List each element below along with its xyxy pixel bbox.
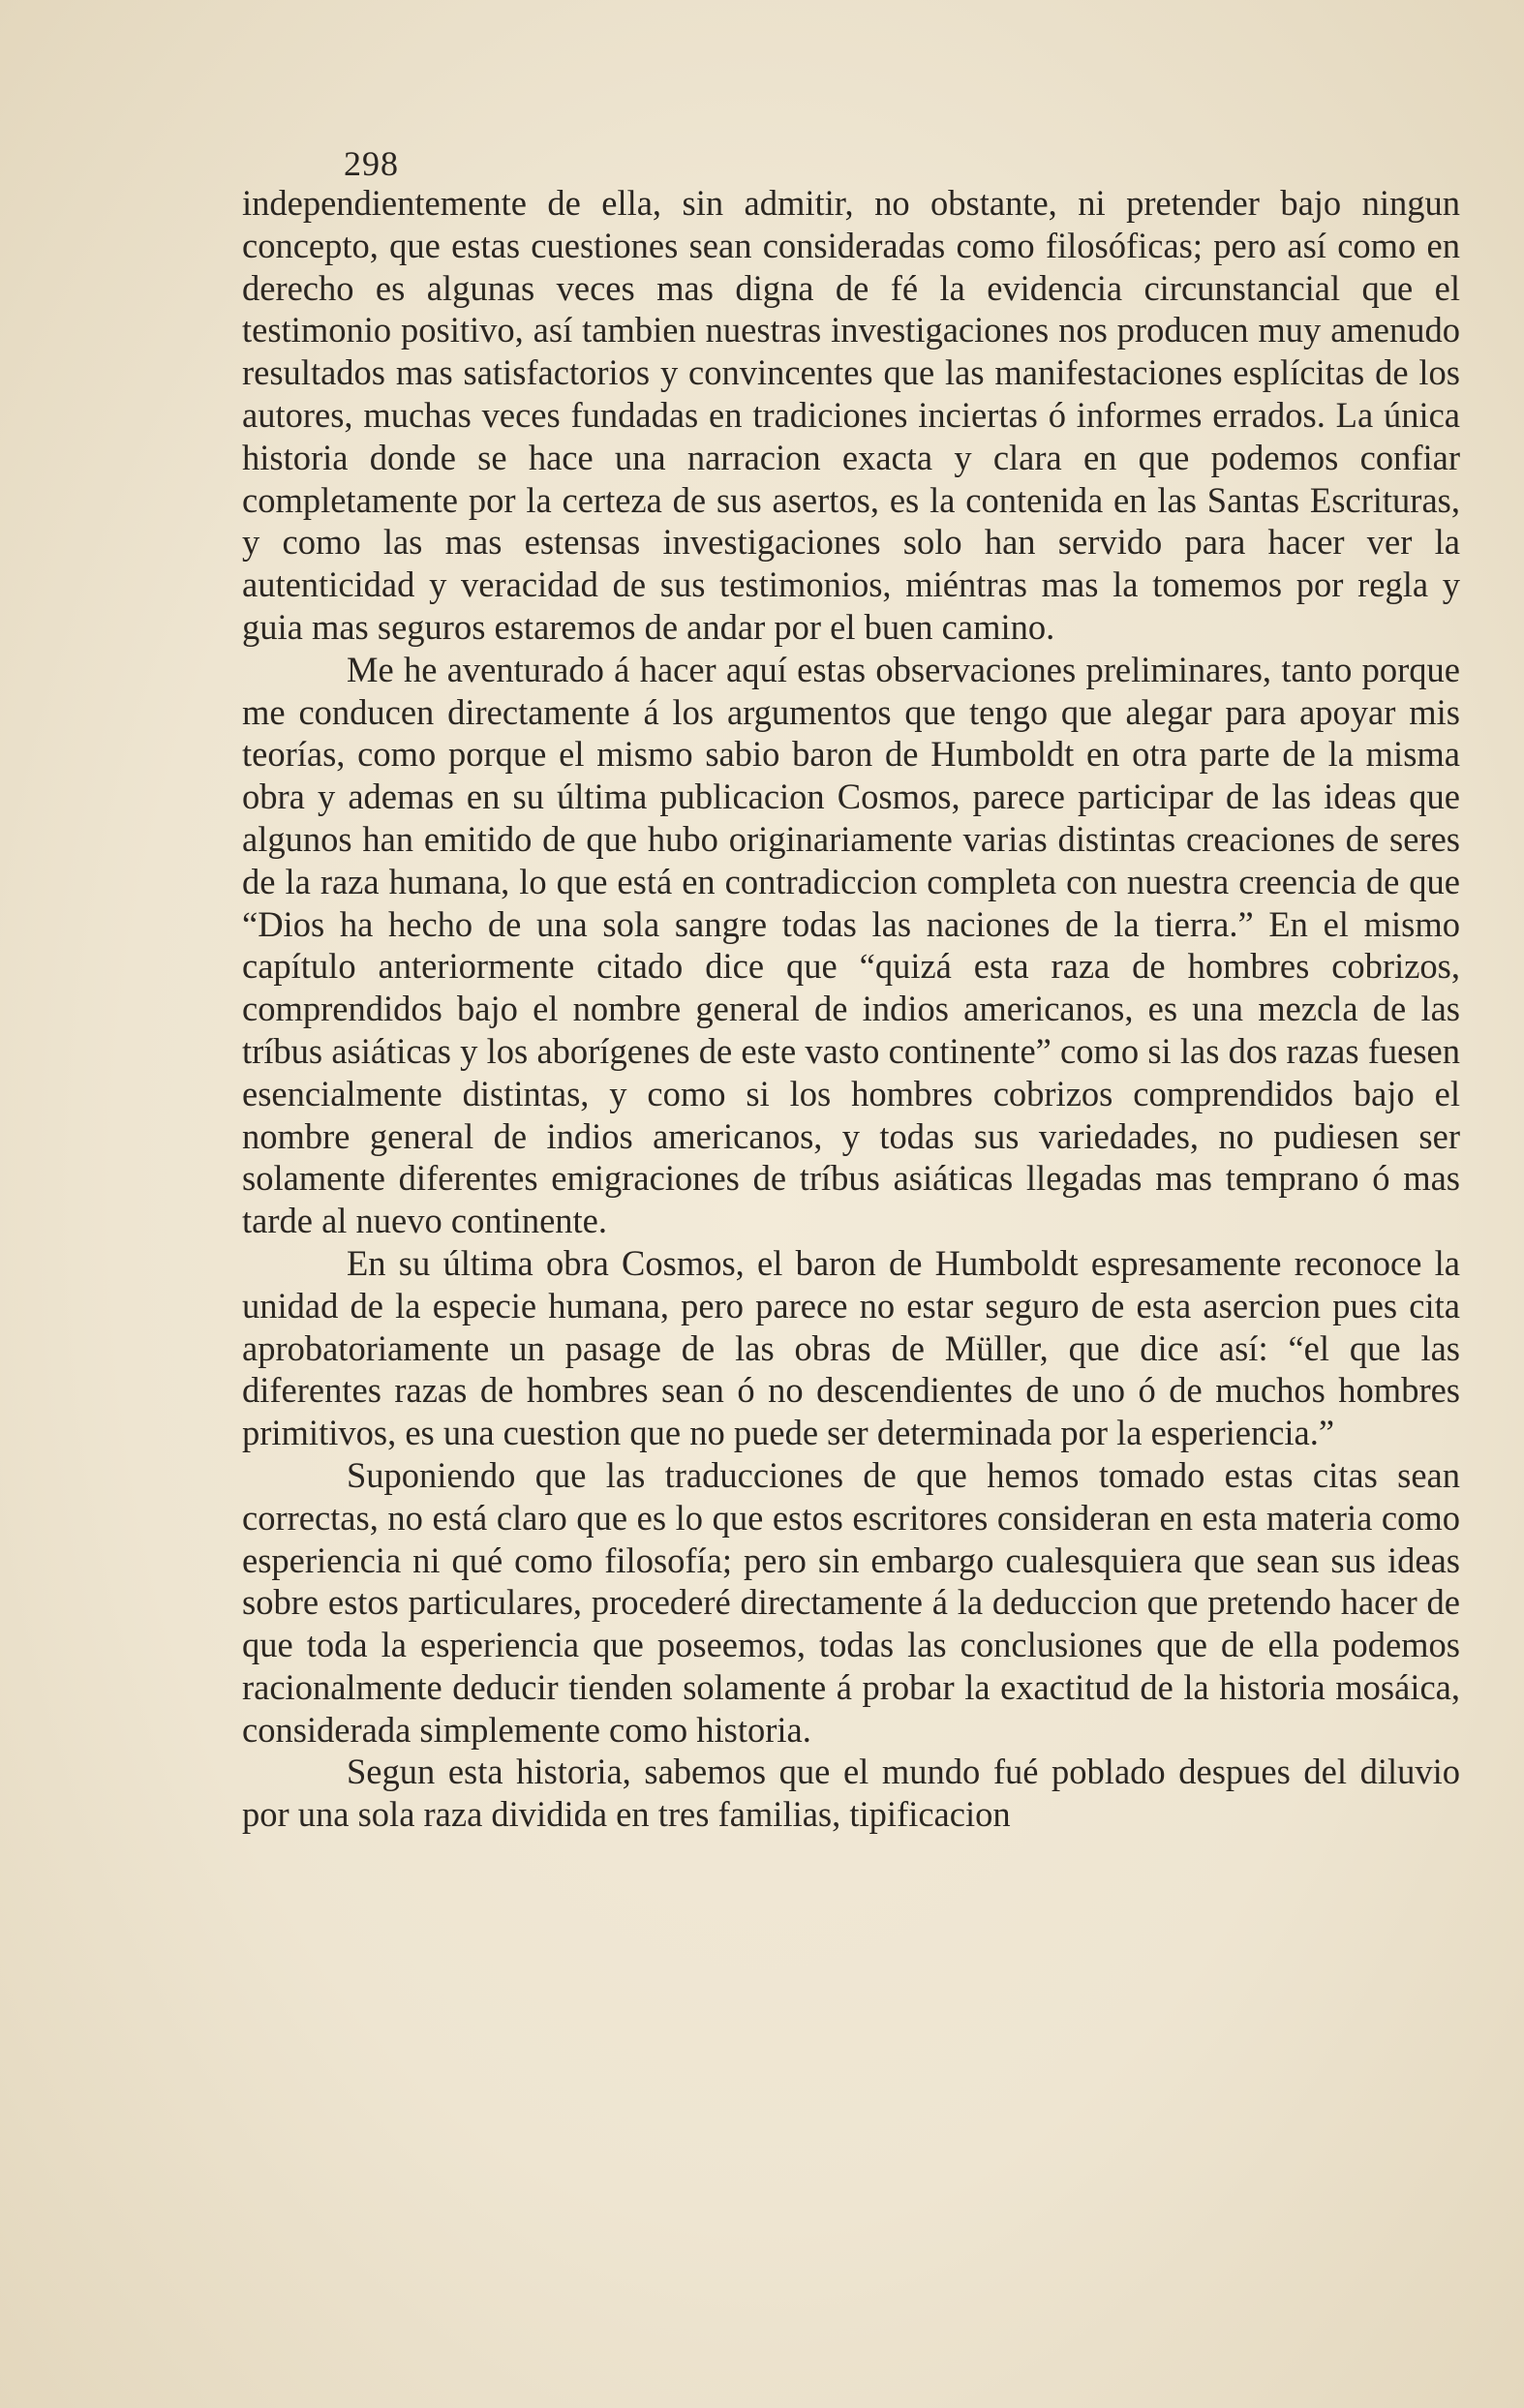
paragraph-5: Segun esta historia, sabemos que el mundo fué poblado despues del diluvio por una sola raza dividida en tres familias, tipificacion xyxy=(242,1752,1460,1835)
paragraph-2: Me he aventurado á hacer aquí estas observaciones preliminares, tanto porque me conducen directamente á los argumentos que tengo que alegar para apoyar mis teorías, como porque el mismo sabio baron de Humboldt en otra parte de la misma obra y ademas en su última publicacion Cosmos, parece participar de las ideas que algunos han emitido de que hubo originariamente varias distintas creaciones de seres de la raza humana, lo que está en contradiccion completa con nuestra creencia de que “Dios ha hecho de una sola sangre todas las naciones de la tierra.” En el mismo capítulo anteriormente citado dice que “quizá esta raza de hombres cobrizos, comprendidos bajo el nombre general de indios americanos, es una mezcla de las tríbus asiáticas y los aborígenes de este vasto continente” como si las dos razas fuesen esencialmente distintas, y como si los hombres cobrizos comprendidos bajo el nombre general de indios americanos, y todas sus variedades, no pudiesen ser solamente diferentes emigraciones de tríbus asiáticas llegadas mas temprano ó mas tarde al nuevo continente. xyxy=(242,649,1460,1241)
body-text xyxy=(242,182,1460,1836)
page-number: 298 xyxy=(344,144,399,183)
paragraph-1: independientemente de ella, sin admitir, no obstante, ni pretender bajo ningun concepto, que estas cuestiones sean consideradas como filosóficas; pero así como en derecho es algunas veces mas digna de fé la evidencia circunstancial que el testimonio positivo, así tambien nuestras investigaciones nos producen muy amenudo resultados mas satisfactorios y convincentes que las manifestaciones esplícitas de los autores, muchas veces fundadas en tradiciones inciertas ó informes errados. La única historia donde se hace una narracion exacta y clara en que podemos confiar completamente por la certeza de sus asertos, es la contenida en las Santas Escrituras, y como las mas estensas investigaciones solo han servido para hacer ver la autenticidad y veracidad de sus testimonios, miéntras mas la tomemos por regla y guia mas seguros estaremos de andar por el buen camino. xyxy=(242,183,1460,647)
paragraph-4: Suponiendo que las traducciones de que hemos tomado estas citas sean correctas, no está claro que es lo que estos escritores consideran en esta materia como esperiencia ni qué como filosofía; pero sin embargo cualesquiera que sean sus ideas sobre estos particulares, procederé directamente á la deduccion que pretendo hacer de que toda la esperiencia que poseemos, todas las conclusiones que de ella podemos racionalmente deducir tienden solamente á probar la exactitud de la historia mosáica, considerada simplemente como historia. xyxy=(242,1454,1460,1750)
paragraph-3: En su última obra Cosmos, el baron de Humboldt espresamente reconoce la unidad de la especie humana, pero parece no estar seguro de esta asercion pues cita aprobatoriamente un pasage de las obras de Müller, que dice así: “el que las diferentes razas de hombres sean ó no descendientes de uno ó de muchos hombres primitivos, es una cuestion que no puede ser determinada por la esperiencia.” xyxy=(242,1242,1460,1453)
